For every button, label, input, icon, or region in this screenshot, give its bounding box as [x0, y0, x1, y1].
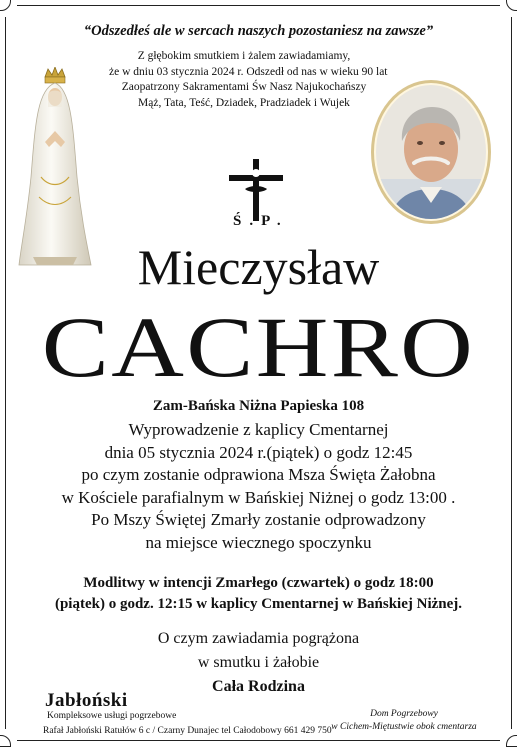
corner-ornament	[3, 729, 17, 743]
funeral-home-line: Dom Pogrzebowy	[370, 709, 438, 719]
corner-ornament	[500, 3, 514, 17]
prayer-line: Modlitwy w intencji Zmarłego (czwartek) o godz 18:00	[83, 575, 434, 591]
company-tagline: Kompleksowe usługi pogrzebowe	[47, 711, 177, 721]
ceremony-line: w Kościele parafialnym w Bańskiej Niżnej o godz 13:00 .	[61, 487, 456, 507]
ceremony-line: Wyprowadzenie z kaplicy Cmentarnej	[128, 420, 389, 439]
funeral-company	[43, 690, 332, 737]
announcement-line: Z głębokim smutkiem i żalem zawiadamiamy,	[137, 50, 351, 62]
prayer-line: (piątek) o godz. 12:15 w kaplicy Cmentarnej w Bańskiej Niżnej.	[54, 596, 463, 612]
announcement-line: Zaopatrzony Sakramentami Św Nasz Najukochańszy	[121, 81, 367, 93]
first-name: Mieczysław	[137, 239, 380, 295]
last-name: CACHRO	[41, 299, 476, 395]
corner-ornament	[500, 729, 514, 743]
funeral-home-line: w Cichem-Miętustwie obok cmentarza	[331, 722, 477, 732]
family-signature: Cała Rodzina	[212, 678, 305, 695]
obituary-card	[5, 5, 512, 741]
company-contact: Rafał Jabłoński Ratułów 6 c / Czarny Dunajec tel Całodobowy 661 429 750	[43, 726, 332, 736]
closing-line: O czym zawiadamia pogrążona	[157, 630, 360, 647]
announcement-line: Mąż, Tata, Teść, Dziadek, Pradziadek i Wujek	[138, 96, 350, 109]
ceremony-line: dnia 05 stycznia 2024 r.(piątek) o godz 12:45	[104, 442, 413, 462]
sp-label: Ś.P.	[233, 213, 289, 229]
closing-line: w smutku i żałobie	[197, 654, 320, 671]
motto: “Odszedłeś ale w sercach naszych pozostaniesz na zawsze”	[83, 23, 434, 39]
ceremony-line: na miejsce wiecznego spoczynku	[145, 532, 372, 552]
address: Zam-Bańska Niżna Papieska 108	[152, 398, 365, 414]
prayer-times	[5, 573, 512, 615]
deceased-portrait-photo	[370, 79, 492, 225]
ceremony-line: Po Mszy Świętej Zmarły zostanie odprowadzony	[91, 510, 426, 529]
funeral-home-note	[324, 708, 484, 734]
ceremony-details	[19, 419, 498, 554]
corner-ornament	[3, 3, 17, 17]
closing-text	[5, 627, 512, 699]
announcement-text	[109, 49, 388, 111]
company-logo: Jabłoński	[45, 690, 128, 711]
announcement-line: że w dniu 03 stycznia 2024 r. Odszedł od nas w wieku 90 lat	[109, 65, 388, 78]
ceremony-line: po czym zostanie odprawiona Msza Święta Żałobna	[81, 465, 436, 484]
